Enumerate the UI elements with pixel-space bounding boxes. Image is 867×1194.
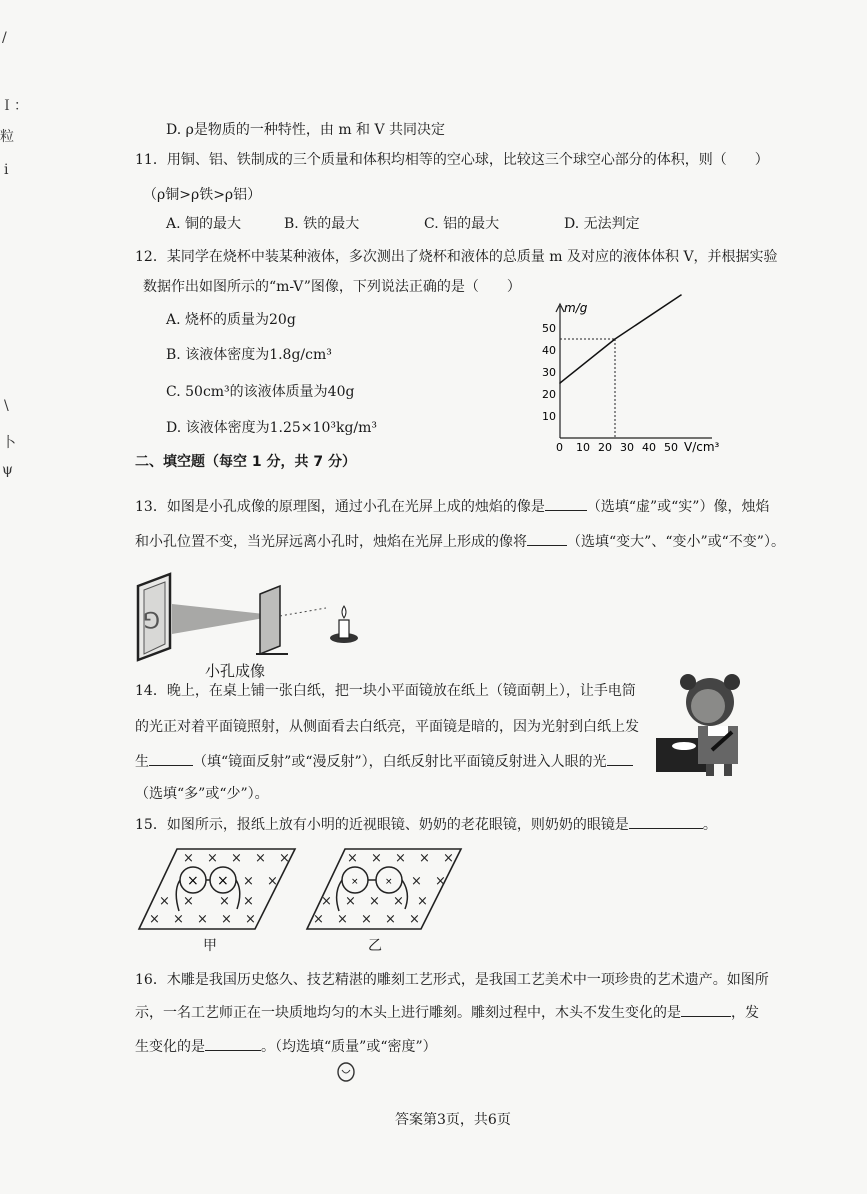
option-text: 铝的最大 [443, 216, 500, 232]
q14-line4: （选填“多”或“少”）。 [135, 786, 269, 802]
newspaper-text-mark: × [183, 851, 194, 866]
q14-text: 生 [135, 754, 149, 770]
glasses-on-newspaper-figure [135, 845, 475, 935]
light-cone [172, 604, 264, 634]
newspaper-text-mark: × [197, 912, 208, 927]
q10-option-d [166, 120, 445, 140]
q11-option-d [564, 214, 640, 234]
option-text: 铜的最大 [185, 216, 242, 232]
q14-blank-1[interactable] [149, 765, 193, 766]
newspaper-text-mark: × [243, 894, 254, 909]
q16-line1: 16．木雕是我国历史悠久、技艺精湛的雕刻工艺形式，是我国工艺美术中一项珍贵的艺术遗产。如图所 [135, 972, 769, 988]
q12-option-b [166, 345, 332, 365]
q14-line1: 14．晚上，在桌上铺一张白纸，把一块小平面镜放在纸上（镜面朝上），让手电筒 [135, 683, 636, 699]
option-letter: A. [166, 216, 181, 232]
newspaper-text-mark: × [159, 894, 170, 909]
inverted-image: G [142, 606, 160, 631]
q14-text: （填“镜面反射”或“漫反射”），白纸反射比平面镜反射进入人眼的光 [193, 754, 607, 770]
q11-option-a [166, 214, 241, 234]
option-letter: B. [166, 347, 181, 363]
series-line-segment [615, 295, 681, 339]
option-text: ρ是物质的一种特性，由 m 和 V 共同决定 [185, 122, 446, 138]
y-axis-label: m/g [564, 301, 588, 315]
newspaper-text-mark: × [411, 874, 422, 889]
m-v-chart [530, 298, 730, 458]
y-tick-label: 30 [542, 366, 556, 379]
option-letter: C. [424, 216, 439, 232]
newspaper-text-mark: × [279, 851, 290, 866]
option-letter: C. [166, 384, 181, 400]
girl-flashlight-figure [652, 668, 752, 778]
y-tick-label: 40 [542, 344, 556, 357]
q13-line1 [135, 497, 769, 517]
option-letter: D. [564, 216, 580, 232]
newspaper-text-mark: × [443, 851, 454, 866]
newspaper-text-mark: × [149, 912, 160, 927]
newspaper-text-mark: × [361, 912, 372, 927]
newspaper-text-mark: × [417, 894, 428, 909]
temple-arm [176, 880, 180, 911]
option-letter: B. [284, 216, 299, 232]
option-text: 该液体密度为1.25×10³kg/m³ [185, 420, 378, 436]
q15-blank[interactable] [629, 828, 703, 829]
option-text: 烧杯的质量为20g [185, 312, 296, 328]
q15-text: 15．如图所示，报纸上放有小明的近视眼镜、奶奶的老花眼镜，则奶奶的眼镜是 [135, 817, 629, 833]
newspaper-text-mark: × [243, 874, 254, 889]
section-title: 二、填空题（每空 1 分，共 7 分） [135, 454, 356, 470]
q12-option-d [166, 418, 377, 438]
q16-blank-1[interactable] [681, 1016, 731, 1017]
mirror-on-paper [672, 742, 696, 750]
newspaper-text-mark: × [393, 894, 404, 909]
option-text: 无法判定 [583, 216, 640, 232]
option-text: 铁的最大 [303, 216, 360, 232]
newspaper-text-mark: × [409, 912, 420, 927]
newspaper-text-mark: × [313, 912, 324, 927]
option-letter: A. [166, 312, 181, 328]
q16-text: 生变化的是 [135, 1039, 205, 1055]
figure-label-jia: 甲 [203, 938, 217, 954]
newspaper-text-mark: × [345, 894, 356, 909]
girl-leg [706, 764, 714, 776]
q12-stem-line1: 12．某同学在烧杯中装某种液体，多次测出了烧杯和液体的总质量 m 及对应的液体体积 V，并根据实验 [135, 249, 778, 265]
newspaper-text-mark: × [395, 851, 406, 866]
temple-arm [337, 880, 342, 911]
q16-blank-2[interactable] [205, 1050, 261, 1051]
q16-text: ，发 [731, 1005, 759, 1021]
newspaper-text-mark: × [207, 851, 218, 866]
x-tick-label: 30 [620, 441, 634, 454]
q16-text: 。（均选填“质量”或“密度”） [261, 1039, 437, 1055]
x-tick-label: 20 [598, 441, 612, 454]
light-ray [280, 608, 326, 616]
chart-plot-area [559, 294, 682, 438]
q13-line2 [135, 532, 785, 552]
candle-flame [342, 606, 346, 618]
handwritten-scribble [334, 1060, 358, 1084]
q11-note: （ρ铜>ρ铁>ρ铝） [143, 187, 262, 203]
margin-mark: 粒 [0, 129, 14, 145]
x-tick-label: 10 [576, 441, 590, 454]
q16-line2 [135, 1003, 759, 1023]
option-letter: D. [166, 122, 182, 138]
margin-mark: ψ [2, 462, 13, 478]
q16-text: 示，一名工艺师正在一块质地均匀的木头上进行雕刻。雕刻过程中，木头不发生变化的是 [135, 1005, 681, 1021]
q13-blank-1[interactable] [545, 510, 587, 511]
girl-leg [724, 764, 732, 776]
margin-mark: / [2, 30, 7, 46]
figure-label-yi: 乙 [368, 938, 382, 954]
newspaper-text-mark: × [369, 894, 380, 909]
y-tick-label: 10 [542, 410, 556, 423]
q13-text: （选填“虚”或“实”）像，烛焰 [586, 499, 770, 515]
newspaper-yi [307, 849, 461, 929]
newspaper-text-mark: × [221, 912, 232, 927]
newspaper-text-mark: × [267, 874, 278, 889]
newspaper-text-mark: × [347, 851, 358, 866]
newspaper-text-mark: × [385, 912, 396, 927]
temple-arm [236, 880, 240, 909]
x-tick-label: 50 [664, 441, 678, 454]
girl-collar [708, 726, 728, 736]
q13-figure-caption: 小孔成像 [205, 662, 266, 680]
newspaper-text-mark: × [435, 874, 446, 889]
q16-line3 [135, 1037, 437, 1057]
q13-text: 13．如图是小孔成像的原理图，通过小孔在光屏上成的烛焰的像是 [135, 499, 545, 515]
x-axis-label: V/cm³ [684, 440, 720, 454]
newspaper-text-mark: × [321, 894, 332, 909]
y-tick-label: 20 [542, 388, 556, 401]
hair-bun-left [680, 674, 696, 690]
data-point [559, 382, 561, 384]
newspaper-text-mark: × [337, 912, 348, 927]
margin-mark: i [4, 162, 9, 178]
newspaper-text-mark: × [255, 851, 266, 866]
newspaper-text-mark: × [183, 894, 194, 909]
chart-axes [556, 304, 712, 438]
lens-mark: × [385, 877, 393, 887]
option-text: 该液体密度为1.8g/cm³ [185, 347, 332, 363]
q13-text: 和小孔位置不变，当光屏远离小孔时，烛焰在光屏上形成的像将 [135, 534, 527, 550]
option-text: 50cm³的该液体质量为40g [185, 384, 355, 400]
candle [339, 620, 349, 638]
q14-line3 [135, 752, 633, 772]
option-letter: D. [166, 420, 182, 436]
y-tick-label: 50 [542, 322, 556, 335]
x-tick-label: 0 [556, 441, 563, 454]
newspaper-text-mark: × [371, 851, 382, 866]
margin-mark: \ [4, 398, 9, 414]
q13-text: （选填“变大”、“变小”或“不变”）。 [567, 534, 785, 550]
q11-option-b [284, 214, 359, 234]
q11-stem: 11．用铜、铝、铁制成的三个质量和体积均相等的空心球，比较这三个球空心部分的体积，则（ ） [135, 152, 769, 168]
newspaper-jia [139, 849, 295, 929]
girl-face [691, 689, 725, 723]
page-footer: 答案第3页，共6页 [395, 1112, 511, 1128]
margin-mark: 卜 [2, 435, 16, 451]
pinhole-board [260, 586, 280, 654]
q14-line2: 的光正对着平面镜照射，从侧面看去白纸亮，平面镜是暗的，因为光射到白纸上发 [135, 719, 639, 735]
q15-stem [135, 815, 717, 835]
q12-option-c [166, 382, 354, 402]
series-line-segment [560, 339, 615, 383]
newspaper-text-mark: × [219, 894, 230, 909]
lens-mark: × [187, 873, 199, 889]
x-tick-label: 40 [642, 441, 656, 454]
newspaper-text-mark: × [419, 851, 430, 866]
q12-stem-line2: 数据作出如图所示的“m-V”图像，下列说法正确的是（ ） [143, 279, 521, 295]
q13-blank-2[interactable] [527, 545, 567, 546]
q11-option-c [424, 214, 499, 234]
newspaper-text-mark: × [231, 851, 242, 866]
pinhole-imaging-figure [132, 568, 372, 663]
lens-mark: × [351, 877, 359, 887]
q14-blank-2[interactable] [607, 765, 633, 766]
lens-mark: × [217, 873, 229, 889]
newspaper-text-mark: × [245, 912, 256, 927]
q12-option-a [166, 310, 296, 330]
data-point [680, 294, 682, 296]
newspaper-text-mark: × [173, 912, 184, 927]
hair-bun-right [724, 674, 740, 690]
margin-mark: Ｉ： [0, 98, 28, 114]
q15-text: 。 [702, 817, 717, 833]
